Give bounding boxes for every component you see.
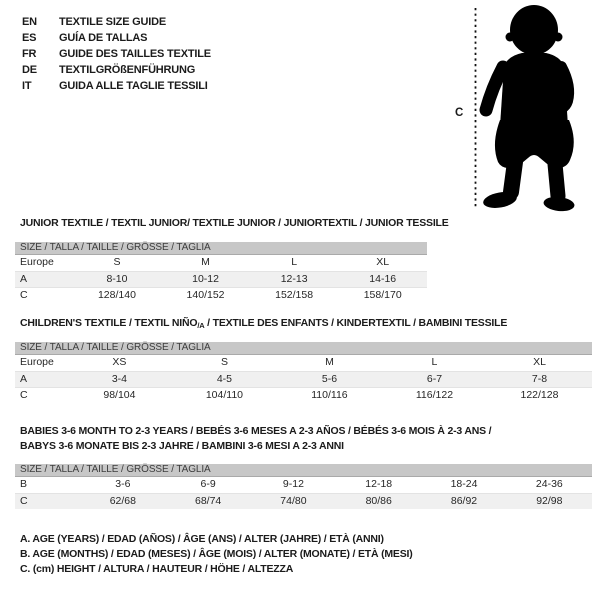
figure-area <box>470 2 600 214</box>
cell: M <box>325 356 334 369</box>
language-title: TEXTILE SIZE GUIDE <box>59 16 167 28</box>
cell: 6-7 <box>426 372 443 385</box>
cell: 12-13 <box>280 272 308 285</box>
footnote-c: C. (cm) HEIGHT / ALTURA / HAUTEUR / HÖHE / ALTEZZA <box>20 563 294 575</box>
language-title: GUÍA DE TALLAS <box>59 32 148 44</box>
babies-title-line2: BABYS 3-6 MONATE BIS 2-3 JAHRE / BAMBINI 3-6 MESI A 2-3 ANNI <box>20 439 344 452</box>
baby-silhouette <box>482 5 575 213</box>
cell: 9-12 <box>282 478 304 491</box>
cell: 104/110 <box>205 388 244 401</box>
cell: 68/74 <box>194 494 222 507</box>
table-row-height <box>15 287 427 303</box>
cell: 158/170 <box>363 288 402 301</box>
cell: C <box>20 288 28 301</box>
table-row-age <box>15 371 592 387</box>
children-title-prefix: CHILDREN'S TEXTILE / TEXTIL NIÑO <box>20 317 198 329</box>
baby-silhouette-image <box>470 2 600 214</box>
language-list <box>22 14 211 94</box>
cell: M <box>201 256 210 269</box>
cell: 122/128 <box>520 388 559 401</box>
language-code: ES <box>22 32 37 44</box>
children-title-sub: /A <box>197 321 205 330</box>
cell: 62/68 <box>109 494 136 507</box>
table-row-months <box>15 477 592 493</box>
cell: C <box>20 494 28 507</box>
language-title: GUIDA ALLE TAGLIE TESSILI <box>59 80 208 92</box>
cell: XL <box>533 356 546 369</box>
language-title: GUIDE DES TAILLES TEXTILE <box>59 48 211 60</box>
cell: XS <box>112 356 127 369</box>
children-title-suffix: / TEXTILE DES ENFANTS / KINDERTEXTIL / BAMBINI TESSILE <box>204 317 508 329</box>
footnote-b: B. AGE (MONTHS) / EDAD (MESES) / ÂGE (MOIS) / ALTER (MONATE) / ETÀ (MESI) <box>20 548 413 560</box>
language-code: IT <box>22 80 32 92</box>
table-row-height <box>15 387 592 403</box>
cell: 74/80 <box>280 494 307 507</box>
cell: 24-36 <box>535 478 563 491</box>
junior-section-title: JUNIOR TEXTILE / TEXTIL JUNIOR/ TEXTILE JUNIOR / JUNIORTEXTIL / JUNIOR TESSILE <box>20 217 449 229</box>
junior-table-wrap <box>15 242 427 303</box>
cell: 3-4 <box>111 372 128 385</box>
cell: 128/140 <box>97 288 136 301</box>
children-size-header-bar: SIZE / TALLA / TAILLE / GRÖSSE / TAGLIA <box>15 342 592 355</box>
cell: S <box>113 256 121 269</box>
table-row-age <box>15 271 427 287</box>
babies-table-wrap <box>15 464 592 509</box>
babies-size-header-bar: SIZE / TALLA / TAILLE / GRÖSSE / TAGLIA <box>15 464 592 477</box>
babies-title-line1: BABIES 3-6 MONTH TO 2-3 YEARS / BEBÉS 3-6 MESES A 2-3 AÑOS / BÉBÉS 3-6 MOIS À 2-3 ANS / <box>20 425 492 437</box>
cell: B <box>20 478 28 491</box>
cell: S <box>220 356 228 369</box>
table-row-height <box>15 493 592 509</box>
cell: 12-18 <box>365 478 393 491</box>
language-row-en <box>22 14 211 30</box>
height-label-c: C <box>455 107 464 119</box>
footnote-a: A. AGE (YEARS) / EDAD (AÑOS) / ÂGE (ANS) / ALTER (JAHRE) / ETÀ (ANNI) <box>20 533 384 545</box>
language-code: DE <box>22 64 37 76</box>
language-row-de <box>22 62 211 78</box>
babies-size-table <box>15 477 592 509</box>
footnotes <box>20 532 413 577</box>
cell: A <box>20 372 28 385</box>
cell: 7-8 <box>531 372 548 385</box>
cell: 86/92 <box>450 494 478 507</box>
children-size-table <box>15 355 592 403</box>
table-row-sizes <box>15 355 592 371</box>
cell: 80/86 <box>365 494 392 507</box>
cell: 140/152 <box>186 288 225 301</box>
cell: 3-6 <box>115 478 131 491</box>
cell: XL <box>376 256 390 269</box>
cell: 5-6 <box>321 372 338 385</box>
cell: 14-16 <box>369 272 397 285</box>
cell: 116/122 <box>415 388 454 401</box>
cell: 152/158 <box>275 288 314 301</box>
junior-size-table <box>15 255 427 303</box>
cell: 4-5 <box>216 372 233 385</box>
cell: L <box>431 356 438 369</box>
babies-section-title <box>20 424 592 453</box>
cell: L <box>291 256 298 269</box>
cell: Europe <box>20 356 54 369</box>
table-row-sizes <box>15 255 427 271</box>
cell: C <box>20 388 28 401</box>
language-title: TEXTILGRÖßENFÜHRUNG <box>59 64 196 76</box>
cell: 18-24 <box>450 478 478 491</box>
cell: 10-12 <box>192 272 219 285</box>
cell: 8-10 <box>106 272 128 285</box>
language-code: EN <box>22 16 37 28</box>
language-row-fr <box>22 46 211 62</box>
cell: 98/104 <box>103 388 136 401</box>
junior-size-header-bar: SIZE / TALLA / TAILLE / GRÖSSE / TAGLIA <box>15 242 427 255</box>
cell: 6-9 <box>200 478 216 491</box>
language-code: FR <box>22 48 37 60</box>
children-table-wrap <box>15 342 592 403</box>
children-section-title <box>20 317 592 332</box>
cell: Europe <box>20 256 54 269</box>
language-row-es <box>22 30 211 46</box>
cell: A <box>20 272 28 285</box>
cell: 92/98 <box>536 494 563 507</box>
language-row-it <box>22 78 211 94</box>
cell: 110/116 <box>311 388 348 401</box>
